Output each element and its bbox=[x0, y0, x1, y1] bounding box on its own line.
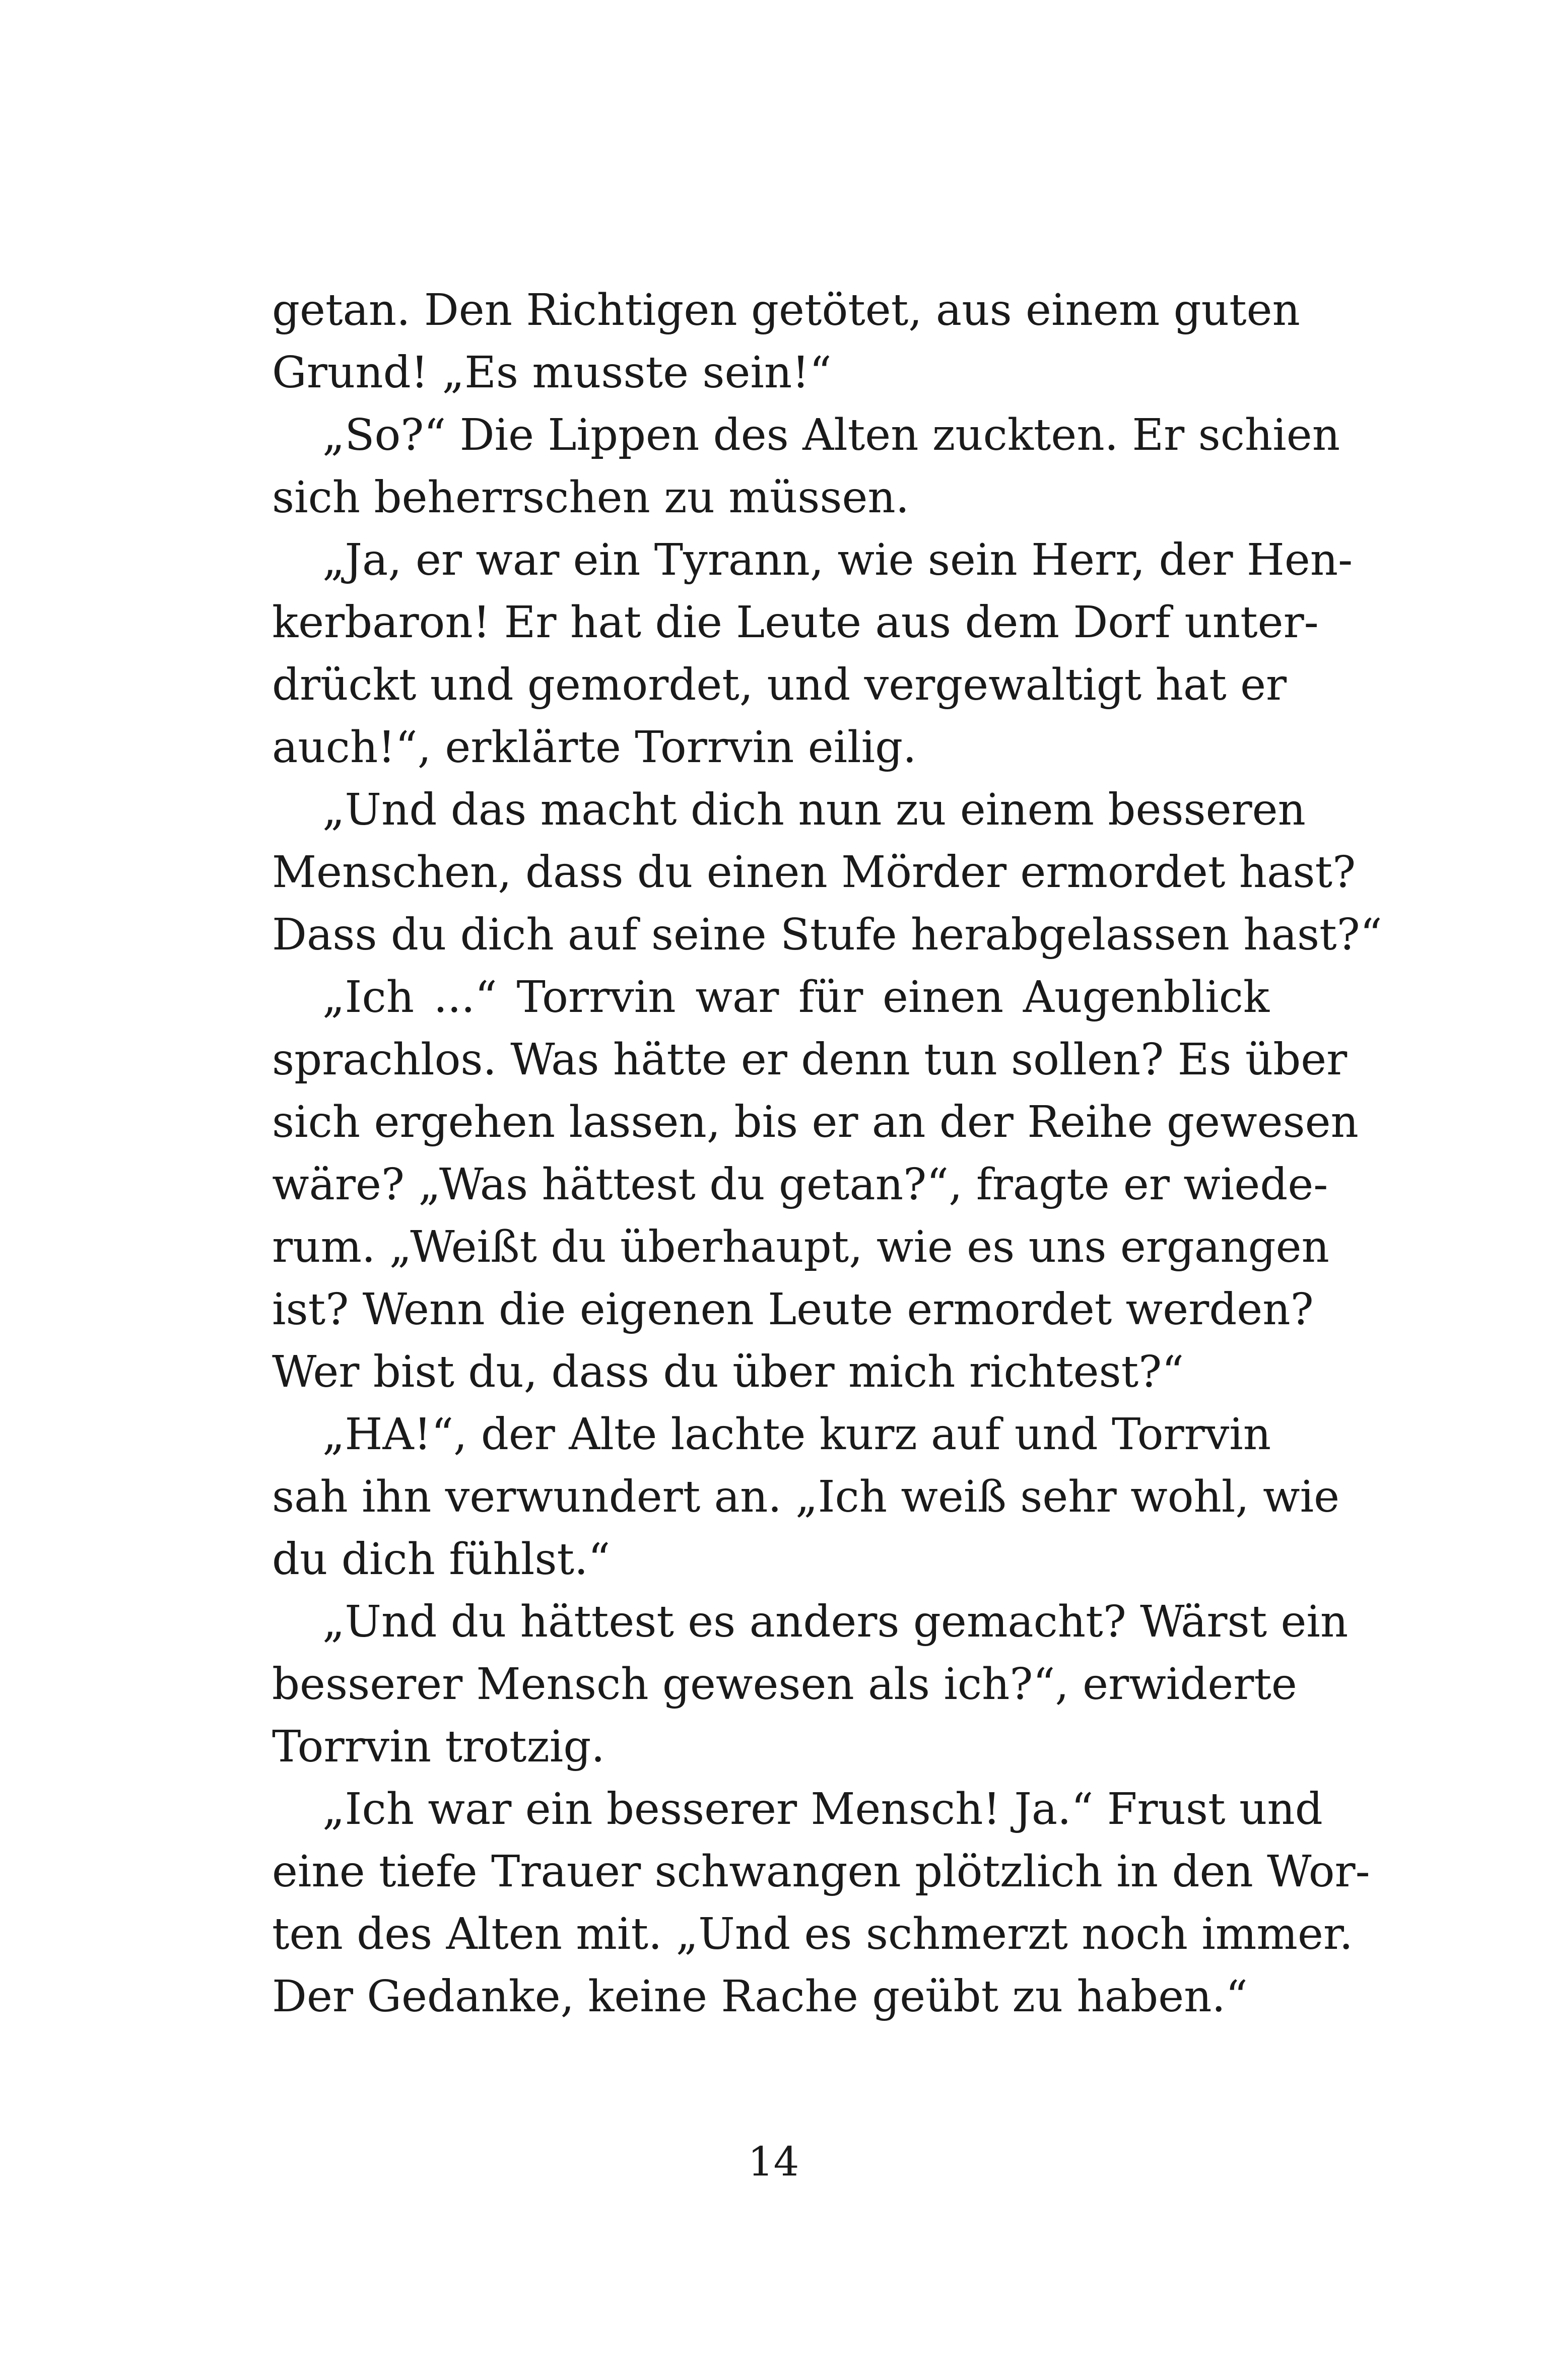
text-line: besserer Mensch gewesen als ich?“, erwiderte bbox=[272, 1659, 1297, 1710]
text-line: Der Gedanke, keine Rache geübt zu haben.“ bbox=[272, 1971, 1248, 2022]
page-number: 14 bbox=[748, 2138, 799, 2185]
text-line: „Ich war ein besserer Mensch! Ja.“ Frust und bbox=[322, 1784, 1323, 1834]
text-line: sprachlos. Was hätte er denn tun sollen? Es über bbox=[272, 1035, 1348, 1085]
text-line: sich beherrschen zu müssen. bbox=[272, 472, 910, 523]
text-line: „So?“ Die Lippen des Alten zuckten. Er schien bbox=[322, 410, 1340, 460]
text-line: sah ihn verwundert an. „Ich weiß sehr wohl, wie bbox=[272, 1472, 1340, 1522]
text-line: „Und das macht dich nun zu einem besseren bbox=[322, 785, 1306, 835]
text-line: „Ja, er war ein Tyrann, wie sein Herr, der Hen- bbox=[322, 535, 1353, 585]
text-line: sich ergehen lassen, bis er an der Reihe gewesen bbox=[272, 1097, 1359, 1147]
text-line: wäre? „Was hättest du getan?“, fragte er wiede- bbox=[272, 1160, 1328, 1210]
text-line: „HA!“, der Alte lachte kurz auf und Torrvin bbox=[322, 1409, 1271, 1460]
text-line: Grund! „Es musste sein!“ bbox=[272, 348, 832, 398]
text-line: Torrvin trotzig. bbox=[272, 1722, 605, 1772]
text-line: Menschen, dass du einen Mörder ermordet hast? bbox=[272, 847, 1356, 898]
text-line: ist? Wenn die eigenen Leute ermordet werden? bbox=[272, 1284, 1314, 1335]
text-line: „Ich ...“ Torrvin war für einen Augenblick bbox=[322, 972, 1269, 1023]
text-line: du dich fühlst.“ bbox=[272, 1534, 611, 1585]
text-line: auch!“, erklärte Torrvin eilig. bbox=[272, 722, 917, 773]
text-line: Wer bist du, dass du über mich richtest?“ bbox=[272, 1347, 1184, 1397]
text-line: drückt und gemordet, und vergewaltigt hat er bbox=[272, 660, 1287, 710]
text-line: getan. Den Richtigen getötet, aus einem guten bbox=[272, 285, 1300, 335]
text-line: eine tiefe Trauer schwangen plötzlich in den Wor- bbox=[272, 1847, 1370, 1897]
body-text bbox=[272, 279, 1382, 2028]
text-line: rum. „Weißt du überhaupt, wie es uns ergangen bbox=[272, 1222, 1329, 1272]
text-line: Dass du dich auf seine Stufe herabgelassen hast?“ bbox=[272, 910, 1382, 960]
text-line: „Und du hättest es anders gemacht? Wärst ein bbox=[322, 1597, 1349, 1647]
text-line: ten des Alten mit. „Und es schmerzt noch immer. bbox=[272, 1909, 1353, 1959]
text-line: kerbaron! Er hat die Leute aus dem Dorf unter- bbox=[272, 597, 1319, 648]
